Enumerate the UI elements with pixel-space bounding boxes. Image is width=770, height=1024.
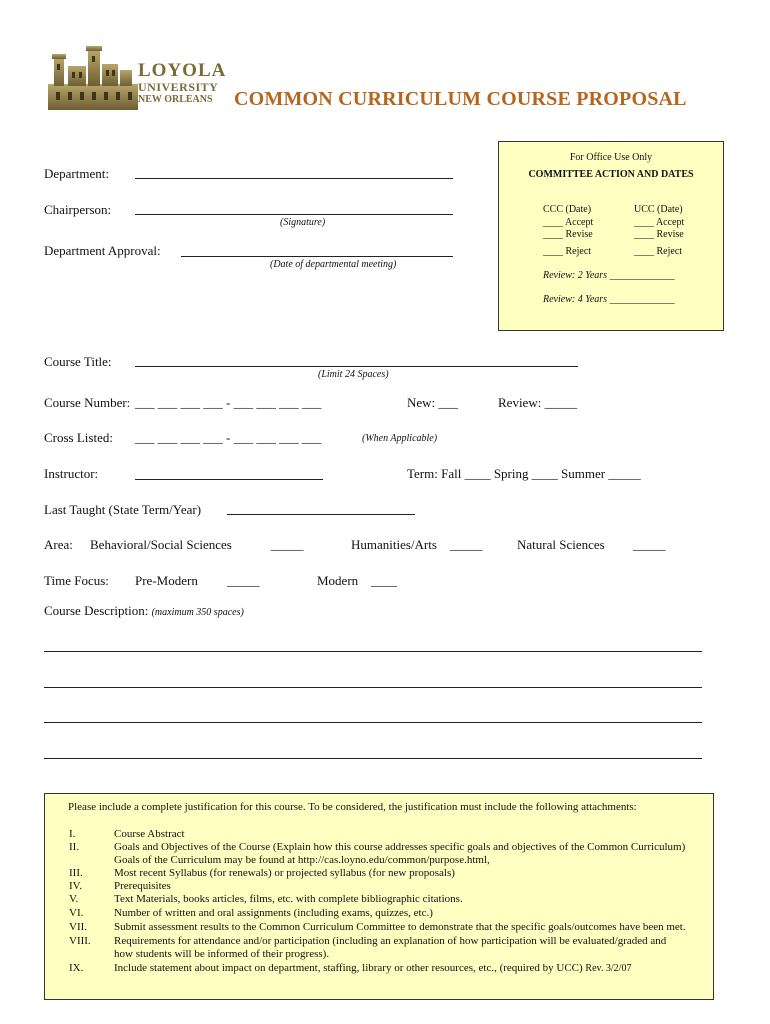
logo-text-new-orleans: NEW ORLEANS — [138, 94, 213, 105]
item-text: Goals and Objectives of the Course (Explain how this course addresses specific goals and objectives of the Common Curriculum) — [114, 841, 686, 853]
item-text: Course Abstract — [114, 828, 185, 840]
cross-listed-input[interactable]: ___ ___ ___ ___ - ___ ___ ___ ___ — [135, 430, 322, 445]
item-number: VIII. — [69, 935, 91, 947]
chairperson-label: Chairperson: — [44, 202, 112, 217]
description-line-3[interactable] — [44, 722, 702, 723]
last-taught-label: Last Taught (State Term/Year) — [44, 502, 202, 517]
course-title-label: Course Title: — [44, 354, 112, 369]
review-2-years[interactable]: Review: 2 Years _____________ — [543, 270, 675, 281]
ccc-accept[interactable]: ____ Accept — [543, 217, 594, 228]
description-line-2[interactable] — [44, 687, 702, 688]
ccc-revise[interactable]: ____ Revise — [543, 229, 593, 240]
cross-listed-label: Cross Listed: — [44, 430, 113, 445]
behavioral-label: Behavioral/Social Sciences — [90, 537, 232, 552]
instructor-label: Instructor: — [44, 466, 99, 481]
department-approval-label: Department Approval: — [44, 243, 161, 258]
course-number-label: Course Number: — [44, 395, 131, 410]
item-text: Text Materials, books articles, films, etc. with complete bibliographic citations. — [114, 893, 463, 905]
item-text: Most recent Syllabus (for renewals) or projected syllabus (for new proposals) — [114, 867, 455, 879]
item-number: VII. — [69, 921, 88, 933]
premodern-label: Pre-Modern — [135, 573, 198, 588]
when-applicable-note: (When Applicable) — [362, 433, 438, 444]
item-text: Requirements for attendance and/or participation (including an explanation of how participation will be evaluated/graded and — [114, 935, 667, 947]
term-field[interactable]: Term: Fall ____ Spring ____ Summer _____ — [407, 466, 641, 481]
revision-date: Rev. 3/2/07 — [585, 963, 632, 974]
meeting-date-note: (Date of departmental meeting) — [270, 259, 397, 270]
modern-blank[interactable]: ____ — [371, 573, 397, 588]
item-text: Prerequisites — [114, 880, 171, 892]
premodern-blank[interactable]: _____ — [227, 573, 260, 588]
review-4-years[interactable]: Review: 4 Years _____________ — [543, 294, 675, 305]
modern-label: Modern — [317, 573, 359, 588]
new-field[interactable]: New: ___ — [407, 395, 458, 410]
humanities-blank[interactable]: _____ — [450, 537, 483, 552]
item-number: I. — [69, 828, 76, 840]
university-logo — [44, 44, 227, 112]
time-focus-label: Time Focus: — [44, 573, 109, 588]
item-number: III. — [69, 867, 83, 879]
item-number: IX. — [69, 962, 84, 974]
ucc-accept[interactable]: ____ Accept — [634, 217, 685, 228]
department-approval-input[interactable] — [181, 256, 453, 257]
review-field[interactable]: Review: _____ — [498, 395, 578, 410]
page-title: COMMON CURRICULUM COURSE PROPOSAL — [234, 88, 687, 110]
description-line-1[interactable] — [44, 651, 702, 652]
last-taught-input[interactable] — [227, 514, 415, 515]
instructor-input[interactable] — [135, 479, 323, 480]
area-label: Area: — [44, 537, 73, 552]
item-number: VI. — [69, 907, 84, 919]
natural-sciences-blank[interactable]: _____ — [633, 537, 666, 552]
item-text: Submit assessment results to the Common Curriculum Committee to demonstrate that the specific goals/outcomes have been met. — [114, 921, 686, 933]
logo-text-university: UNIVERSITY — [138, 80, 219, 94]
ucc-header: UCC (Date) — [634, 204, 683, 215]
course-description-text: Course Description: — [44, 603, 149, 618]
justification-box — [44, 793, 714, 1000]
item-number: V. — [69, 893, 79, 905]
description-line-4[interactable] — [44, 758, 702, 759]
ucc-revise[interactable]: ____ Revise — [634, 229, 684, 240]
item-text: Number of written and oral assignments (including exams, quizzes, etc.) — [114, 907, 433, 919]
natural-sciences-label: Natural Sciences — [517, 537, 605, 552]
ccc-header: CCC (Date) — [543, 204, 592, 215]
limit-note: (Limit 24 Spaces) — [318, 369, 389, 380]
max-spaces-note: (maximum 350 spaces) — [151, 607, 244, 618]
item-text: Include statement about impact on department, staffing, library or other resources, etc., (required by UCC) — [114, 962, 583, 974]
humanities-label: Humanities/Arts — [351, 537, 437, 552]
department-label: Department: — [44, 166, 109, 181]
justification-intro: Please include a complete justification for this course. To be considered, the justification must include the following attachments: — [68, 801, 637, 813]
course-title-input[interactable] — [135, 366, 578, 367]
ccc-reject[interactable]: ____ Reject — [543, 246, 592, 257]
course-number-input[interactable]: ___ ___ ___ ___ - ___ ___ ___ ___ — [135, 395, 322, 410]
office-subheading: COMMITTEE ACTION AND DATES — [528, 169, 694, 180]
office-use-box — [498, 141, 724, 331]
item-number: II. — [69, 841, 80, 853]
logo-text-loyola: LOYOLA — [138, 60, 227, 81]
department-input[interactable] — [135, 178, 453, 179]
office-heading: For Office Use Only — [569, 152, 653, 163]
behavioral-blank[interactable]: _____ — [271, 537, 304, 552]
item-text-last — [114, 962, 631, 974]
ucc-reject[interactable]: ____ Reject — [634, 246, 683, 257]
item-number: IV. — [69, 880, 82, 892]
item-text: how students will be informed of their progress). — [114, 948, 330, 960]
signature-note: (Signature) — [280, 217, 326, 228]
course-description-label — [44, 603, 244, 619]
item-text: Goals of the Curriculum may be found at http://cas.loyno.edu/common/purpose.html, — [114, 854, 490, 866]
chairperson-input[interactable] — [135, 214, 453, 215]
